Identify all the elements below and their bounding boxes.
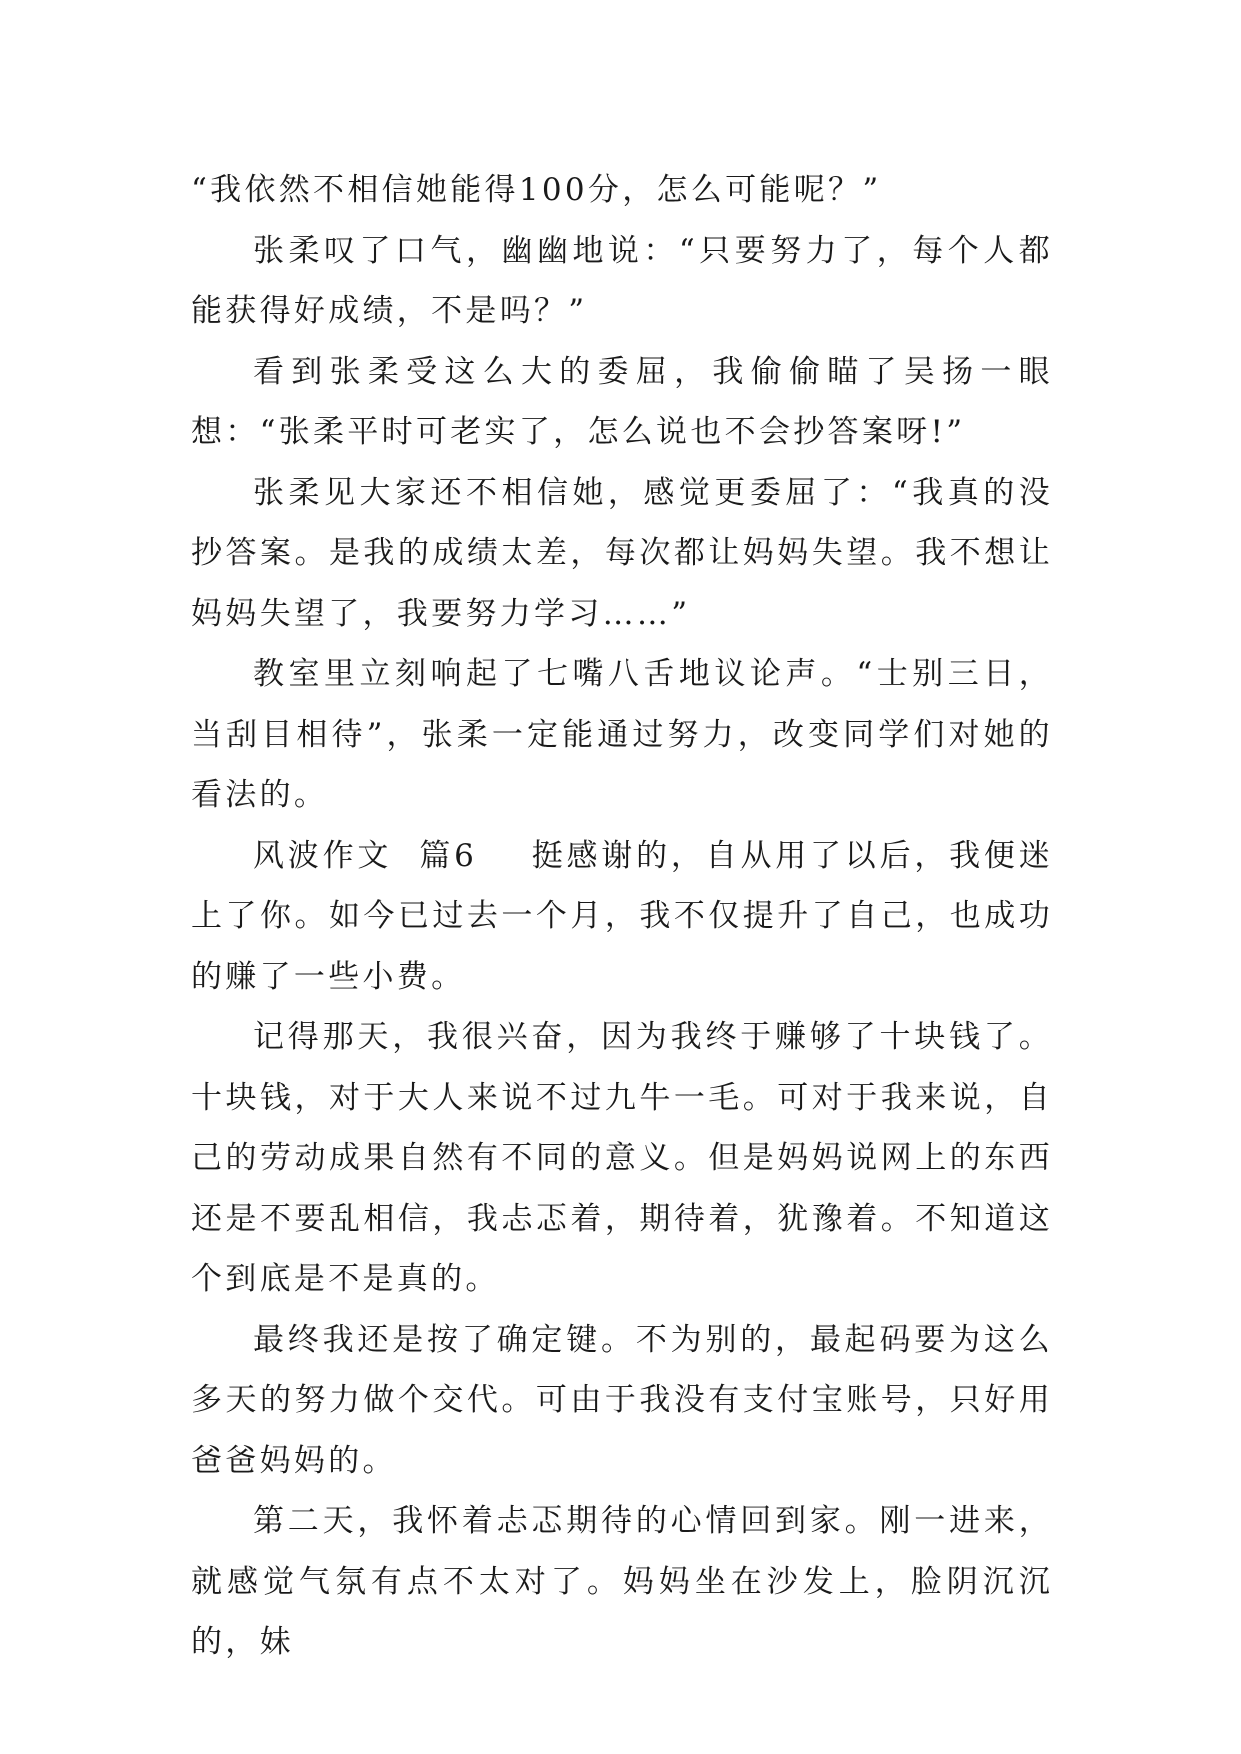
paragraph-1: “我依然不相信她能得100分，怎么可能呢？” [191, 172, 882, 208]
document-body [191, 160, 1053, 1673]
paragraph-6: 风波作文 篇6 挺感谢的，自从用了以后，我便迷上了你。如今已过去一个月，我不仅提升了自己，也成功的赚了一些小费。 [191, 837, 1053, 995]
paragraph-4: 张柔见大家还不相信她，感觉更委屈了：“我真的没抄答案。是我的成绩太差，每次都让妈妈失望。我不想让妈妈失望了，我要努力学习……” [191, 474, 1053, 632]
paragraph-2: 张柔叹了口气，幽幽地说：“只要努力了，每个人都能获得好成绩，不是吗？” [191, 232, 1053, 329]
paragraph-5: 教室里立刻响起了七嘴八舌地议论声。“士别三日，当刮目相待”，张柔一定能通过努力，改变同学们对她的看法的。 [191, 656, 1053, 813]
paragraph-3: 看到张柔受这么大的委屈，我偷偷瞄了吴扬一眼想：“张柔平时可老实了，怎么说也不会抄答案呀!” [191, 353, 1053, 450]
paragraph-7: 记得那天，我很兴奋，因为我终于赚够了十块钱了。十块钱，对于大人来说不过九牛一毛。可对于我来说，自己的劳动成果自然有不同的意义。但是妈妈说网上的东西还是不要乱相信，我忐忑着，期待着，犹豫着。不知道这个到底是不是真的。 [191, 1019, 1053, 1297]
paragraph-8: 最终我还是按了确定键。不为别的，最起码要为这么多天的努力做个交代。可由于我没有支付宝账号，只好用爸爸妈妈的。 [191, 1321, 1053, 1479]
paragraph-9: 第二天，我怀着忐忑期待的心情回到家。刚一进来，就感觉气氛有点不太对了。妈妈坐在沙发上，脸阴沉沉的，妹 [191, 1503, 1053, 1660]
